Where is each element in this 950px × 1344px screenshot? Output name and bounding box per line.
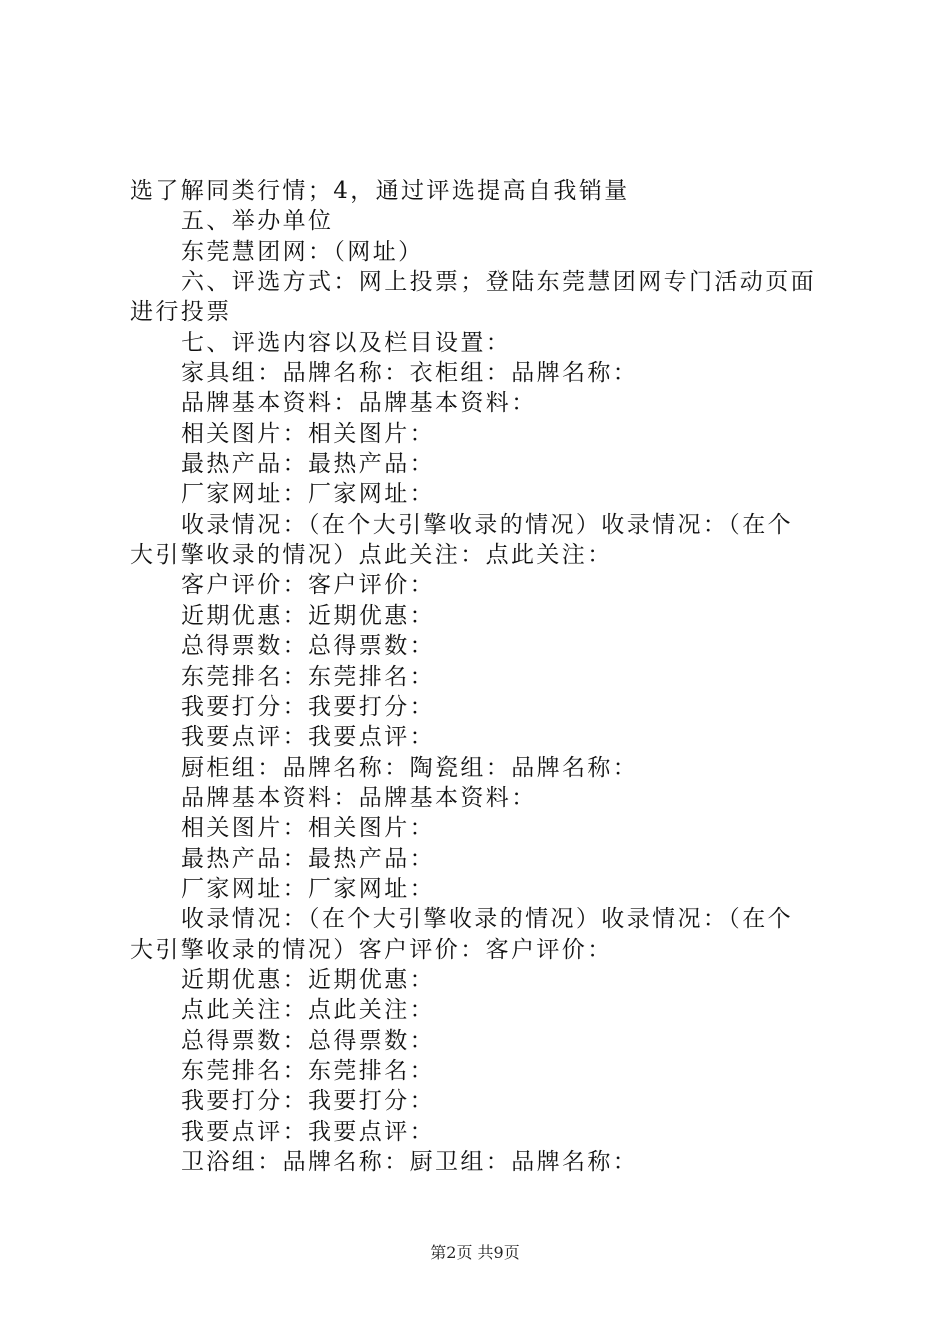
text-line: 进行投票 — [130, 299, 232, 326]
text-line: 选了解同类行情；4，通过评选提高自我销量 — [130, 178, 630, 204]
text-line: 点此关注：点此关注： — [181, 997, 435, 1024]
text-line: 东莞排名：东莞排名： — [181, 663, 435, 690]
text-line: 总得票数：总得票数： — [181, 1027, 435, 1054]
text-line: 卫浴组：品牌名称：厨卫组：品牌名称： — [181, 1149, 639, 1175]
text-line: 收录情况：（在个大引擎收录的情况）收录情况：（在个 — [181, 906, 793, 933]
text-line: 品牌基本资料：品牌基本资料： — [181, 784, 537, 811]
text-line: 我要打分：我要打分： — [181, 693, 435, 720]
text-line: 大引擎收录的情况）客户评价：客户评价： — [130, 936, 613, 963]
text-line: 我要点评：我要点评： — [181, 1118, 435, 1145]
text-line: 收录情况：（在个大引擎收录的情况）收录情况：（在个 — [181, 511, 793, 538]
page-number-footer: 第2页 共9页 — [430, 1243, 520, 1262]
text-line: 相关图片：相关图片： — [181, 420, 435, 447]
text-line: 我要点评：我要点评： — [181, 724, 435, 751]
text-line: 六、评选方式：网上投票；登陆东莞慧团网专门活动页面 — [181, 269, 816, 296]
document-body — [130, 176, 833, 1177]
text-line: 五、举办单位 — [181, 208, 334, 235]
text-line: 厨柜组：品牌名称：陶瓷组：品牌名称： — [181, 754, 639, 781]
text-line: 厂家网址：厂家网址： — [181, 875, 435, 902]
text-line: 近期优惠：近期优惠： — [181, 602, 435, 629]
text-line: 总得票数：总得票数： — [181, 633, 435, 660]
text-line: 东莞慧团网：（网址） — [181, 238, 424, 265]
text-line: 最热产品：最热产品： — [181, 845, 435, 872]
text-line: 品牌基本资料：品牌基本资料： — [181, 390, 537, 417]
text-line: 相关图片：相关图片： — [181, 815, 435, 842]
text-line: 厂家网址：厂家网址： — [181, 481, 435, 508]
text-line: 大引擎收录的情况）点此关注：点此关注： — [130, 542, 613, 569]
text-line: 家具组：品牌名称：衣柜组：品牌名称： — [181, 360, 639, 387]
text-line: 客户评价：客户评价： — [181, 572, 435, 599]
text-line: 七、评选内容以及栏目设置： — [181, 329, 512, 356]
text-line: 我要打分：我要打分： — [181, 1088, 435, 1115]
text-line: 近期优惠：近期优惠： — [181, 966, 435, 993]
text-line: 东莞排名：东莞排名： — [181, 1057, 435, 1084]
text-line: 最热产品：最热产品： — [181, 451, 435, 478]
